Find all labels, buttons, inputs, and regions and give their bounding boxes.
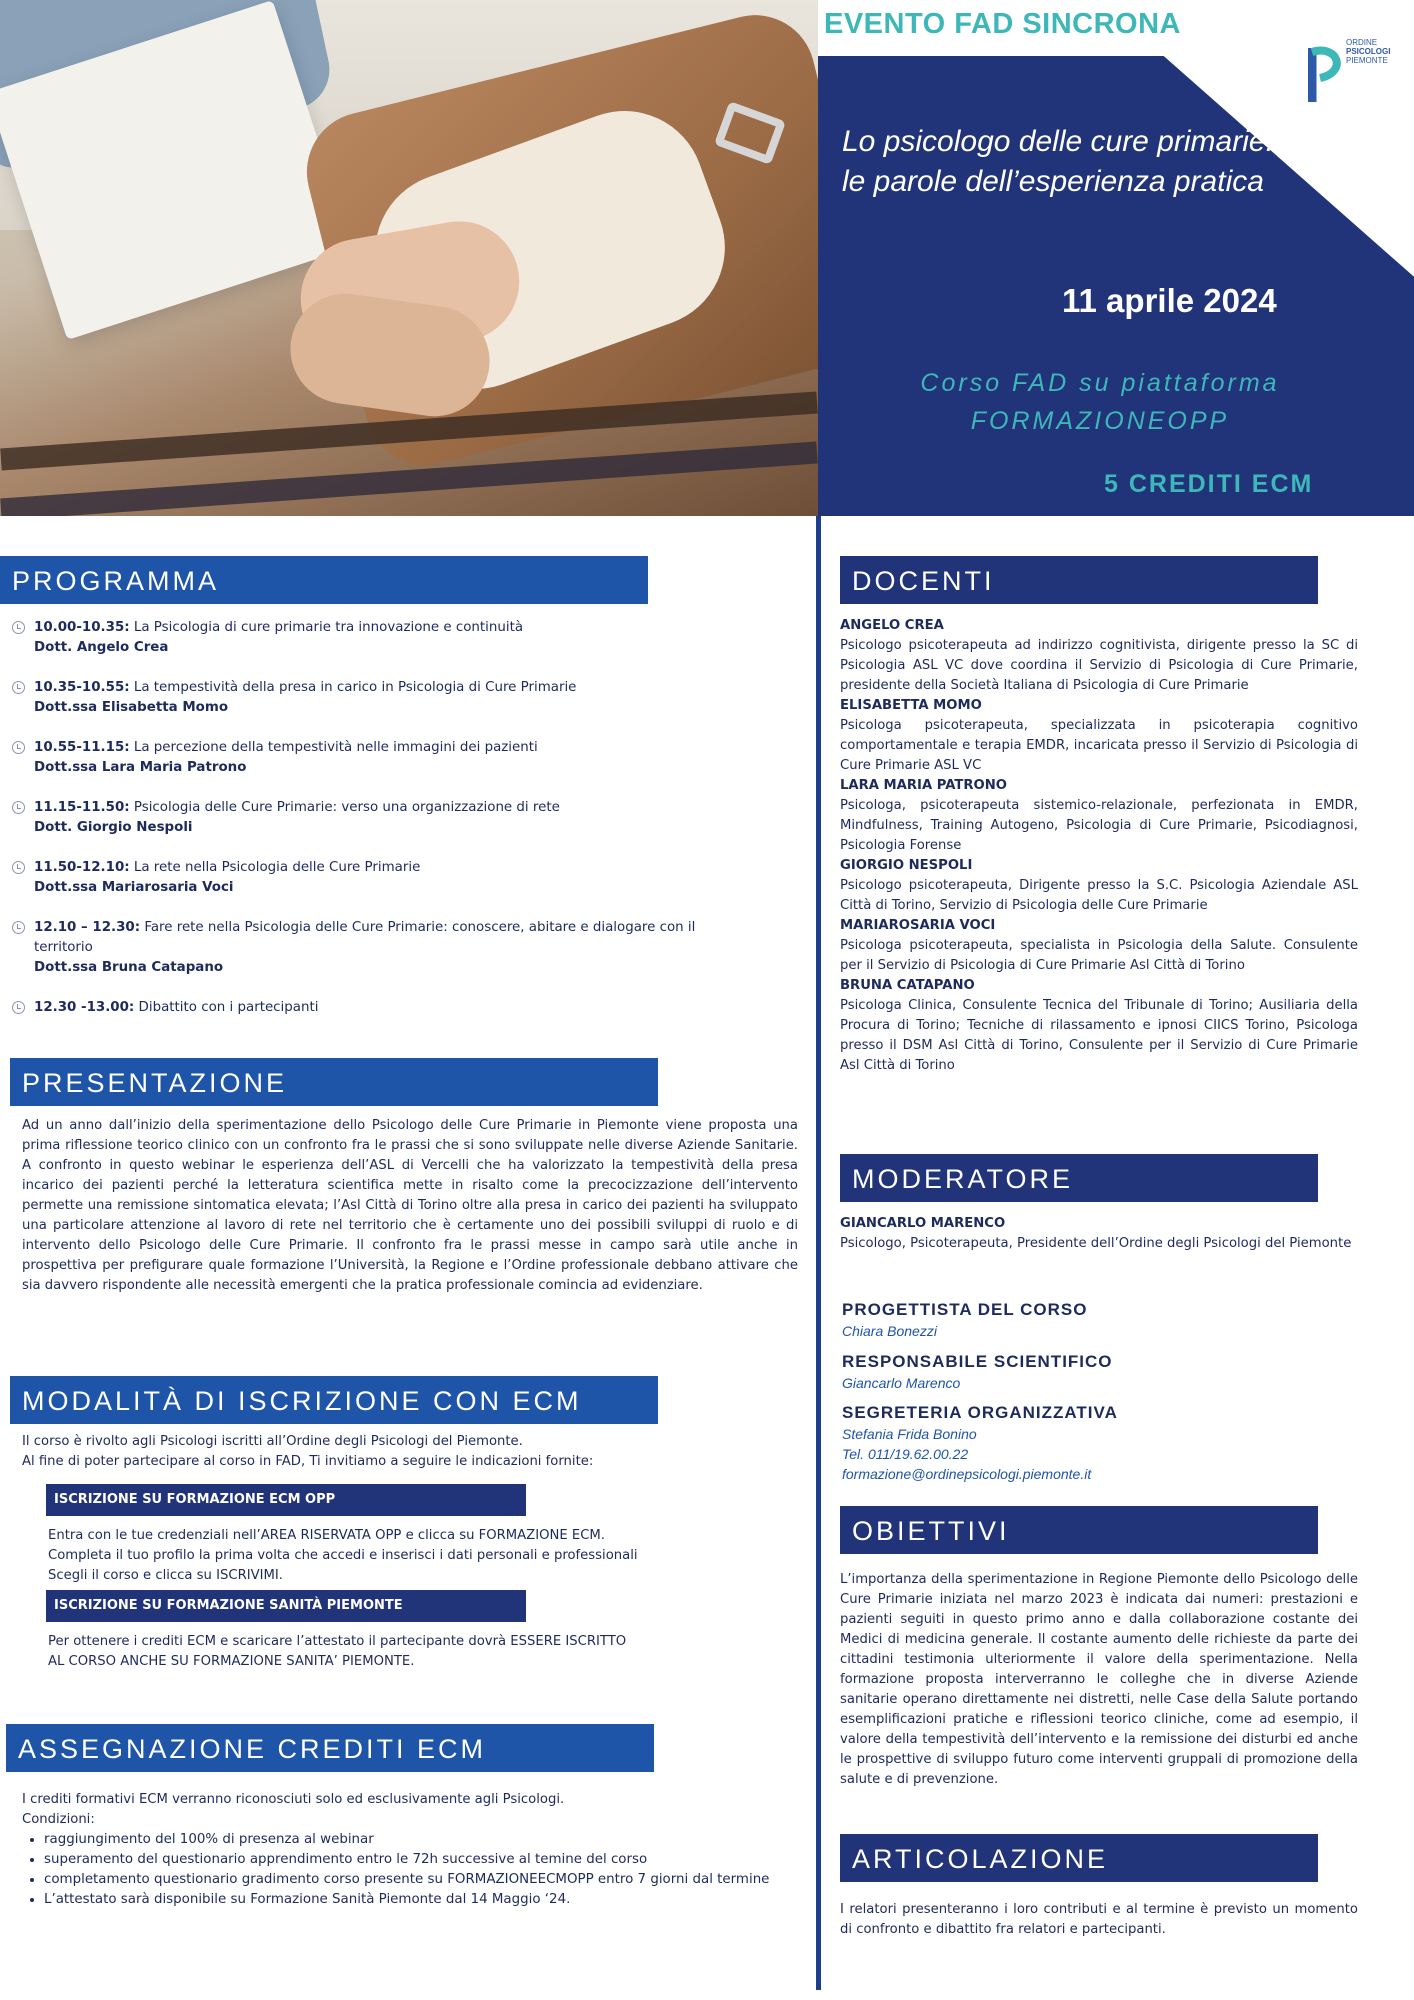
condition-item: • completamento questionario gradimento corso presente su FORMAZIONEECMOPP entro 7 giorni dal termine	[44, 1870, 798, 1890]
programma-item-text	[34, 678, 732, 718]
programma-speaker: Dott.ssa Mariarosaria Voci	[34, 880, 234, 895]
programma-topic: Fare rete nella Psicologia delle Cure Primarie: conoscere, abitare e dialogare con il territorio	[34, 920, 696, 955]
iscrizione-opp-heading: ISCRIZIONE SU FORMAZIONE ECM OPP	[46, 1484, 526, 1516]
header-photo	[0, 0, 818, 516]
modalita-intro-line: Il corso è rivolto agli Psicologi iscritti all’Ordine degli Psicologi del Piemonte.	[22, 1434, 523, 1449]
articolazione-text: I relatori presenteranno i loro contributi e al termine è previsto un momento di confronto e dibattito fra relatori e partecipanti.	[840, 1902, 1358, 1937]
programma-item	[12, 998, 732, 1018]
clock-icon	[12, 741, 25, 754]
modalita-intro-line: Al fine di poter partecipare al corso in FAD, Ti invitiamo a seguire le indicazioni fornite:	[22, 1454, 594, 1469]
logo-text	[1346, 38, 1404, 65]
moderatore-heading: MODERATORE	[840, 1154, 1318, 1202]
programma-item	[12, 798, 732, 838]
programma-item-text	[34, 998, 732, 1018]
programma-time: 11.15-11.50:	[34, 800, 130, 815]
programma-item	[12, 918, 732, 978]
docenti-heading: DOCENTI	[840, 556, 1318, 604]
programma-item	[12, 618, 732, 658]
docente-bio: Psicologa, psicoterapeuta sistemico-relazionale, perfezionata in EMDR, Mindfulness, Training Autogeno, Psicologia di Cure Primarie, Psicodiagnosi, Psicologia Forense	[840, 798, 1358, 853]
programma-time: 11.50-12.10:	[34, 860, 130, 875]
programma-topic: Dibattito con i partecipanti	[134, 1000, 319, 1015]
programma-item	[12, 858, 732, 898]
programma-item	[12, 678, 732, 718]
presentazione-text: Ad un anno dall’inizio della sperimentazione dello Psicologo delle Cure Primarie in Piemonte viene proposta una prima riflessione teorico clinico con un confronto fra le prassi che si sono sviluppate nelle diverse Aziende Sanitarie. A confronto in questo webinar le esperienza dell’ASL di Vercelli che ha valorizzato la tempestività della presa incarico dei pazienti perché la letteratura scientifica mette in risalto come la precocizzazione dell’intervento permette una remissione sintomatica elevata; l’Asl Città di Torino oltre alla presa in carico dei pazienti ha sviluppato una particolare attenzione al lavoro di rete nel territorio che è certamente uno dei possibili sviluppi di ruolo e di intervento dello Psicologo delle Cure Primarie. Il confronto fra le prassi messe in campo sarà utile anche in prospettiva per prefigurare quale formazione l’Università, la Regione e l’Ordine professionale debbano attivare che sia davvero rispondente alle necessità emergenti che la pratica professionale comincia ad evidenziare.	[22, 1118, 798, 1293]
assegnazione-intro-line: I crediti formativi ECM verranno riconosciuti solo ed esclusivamente agli Psicologi.	[22, 1792, 565, 1807]
obiettivi-heading: OBIETTIVI	[840, 1506, 1318, 1554]
programma-item-text	[34, 798, 732, 838]
condition-item: • L’attestato sarà disponibile su Formazione Sanità Piemonte dal 14 Maggio ‘24.	[44, 1890, 798, 1910]
logo-line: ORDINE	[1346, 38, 1378, 47]
iscrizione-opp-line: Scegli il corso e clicca su ISCRIVIMI.	[48, 1568, 283, 1583]
programma-speaker: Dott. Angelo Crea	[34, 640, 169, 655]
segreteria-email-link[interactable]: formazione@ordinepsicologi.piemonte.it	[842, 1466, 1092, 1482]
programma-item	[12, 738, 732, 778]
modalita-intro	[22, 1432, 798, 1472]
articolazione-heading: ARTICOLAZIONE	[840, 1834, 1318, 1882]
course-platform: Corso FAD su piattaforma FORMAZIONEOPP	[920, 369, 1280, 435]
progettista-value: Chiara Bonezzi	[842, 1323, 937, 1339]
programma-speaker: Dott. Giorgio Nespoli	[34, 820, 193, 835]
programma-speaker: Dott.ssa Lara Maria Patrono	[34, 760, 247, 775]
docente-bio: Psicologa Clinica, Consulente Tecnica del Tribunale di Torino; Ausiliaria della Procura di Torino; Tecniche di rilassamento e ipnosi CIICS Torino, Psicologa presso il DSM Asl Città di Torino, Consulente per il Servizio di Cure Primarie Asl Città di Torino	[840, 998, 1358, 1073]
programma-time: 12.10 – 12.30:	[34, 920, 141, 935]
programma-item-text	[34, 738, 732, 778]
progettista-label: PROGETTISTA DEL CORSO	[842, 1300, 1088, 1319]
logo-line: PIEMONTE	[1346, 56, 1388, 65]
course-credits: 5 CREDITI ECM	[1104, 470, 1314, 498]
course-date: 11 aprile 2024	[1062, 282, 1277, 319]
condition-item: • raggiungimento del 100% di presenza al webinar	[44, 1830, 798, 1850]
segreteria-tel: Tel. 011/19.62.00.22	[842, 1446, 969, 1462]
iscrizione-sanita-heading: ISCRIZIONE SU FORMAZIONE SANITÀ PIEMONTE	[46, 1590, 526, 1622]
course-title: Lo psicologo delle cure primarie: le parole dell’esperienza pratica	[842, 125, 1274, 198]
programma-topic: La tempestività della presa in carico in Psicologia di Cure Primarie	[129, 680, 577, 695]
programma-time: 10.00-10.35:	[34, 620, 130, 635]
clock-icon	[12, 801, 25, 814]
docente-bio: Psicologa psicoterapeuta, specializzata in psicoterapia cognitivo comportamentale e terapia EMDR, incaricata presso il Servizio di Psicologia di Cure Primarie ASL VC	[840, 718, 1358, 773]
iscrizione-opp-line: Completa il tuo profilo la prima volta che accedi e inserisci i dati personali e professionali	[48, 1548, 638, 1563]
assegnazione-intro	[22, 1790, 798, 1830]
programma-topic: Psicologia delle Cure Primarie: verso una organizzazione di rete	[129, 800, 560, 815]
segreteria-label: SEGRETERIA ORGANIZZATIVA	[842, 1403, 1118, 1422]
programma-time: 12.30 -13.00:	[34, 1000, 135, 1015]
docente-name: MARIAROSARIA VOCI	[840, 918, 996, 933]
programma-speaker: Dott.ssa Elisabetta Momo	[34, 700, 229, 715]
assegnazione-conditions	[22, 1830, 798, 1910]
ordine-psicologi-logo	[1308, 34, 1350, 104]
docente-bio: Psicologa psicoterapeuta, specialista in Psicologia della Salute. Consulente per il Servizio di Psicologia di Cure Primarie Asl Città di Torino	[840, 938, 1358, 973]
responsabile-value: Giancarlo Marenco	[842, 1375, 961, 1391]
programma-item-text	[34, 618, 732, 658]
docente-name: LARA MARIA PATRONO	[840, 778, 1007, 793]
clock-icon	[12, 921, 25, 934]
docente-name: ANGELO CREA	[840, 618, 944, 633]
moderatore-bio: Psicologo, Psicoterapeuta, Presidente dell’Ordine degli Psicologi del Piemonte	[840, 1236, 1352, 1251]
moderatore-block	[840, 1214, 1358, 1254]
obiettivi-text: L’importanza della sperimentazione in Regione Piemonte dello Psicologo delle Cure Primarie iniziata nel marzo 2023 è indicata dai numeri: prestazioni e pazienti seguiti in questo primo anno e dalla collaborazione costante dei Medici di medicina generale. Il costante aumento delle richieste da parte dei cittadini testimonia ulteriormente il valore della sperimentazione. Nella formazione proposta interverranno le colleghe che in diverse Aziende sanitarie operano direttamente nei distretti, nelle Case della Salute portando esemplificazioni pratiche e riflessioni teorico cliniche, come ad esempio, il valore della tempestività dell’intervento e la remissione dei disturbi ed anche le prospettive di sviluppo futuro come interventi gruppali di promozione della salute e di prevenzione.	[840, 1572, 1358, 1787]
segreteria-name: Stefania Frida Bonino	[842, 1426, 977, 1442]
iscrizione-sanita-text	[48, 1632, 808, 1672]
docente-name: ELISABETTA MOMO	[840, 698, 982, 713]
programma-item-text	[34, 858, 732, 898]
programma-speaker: Dott.ssa Bruna Catapano	[34, 960, 224, 975]
programma-time: 10.55-11.15:	[34, 740, 130, 755]
programma-time: 10.35-10.55:	[34, 680, 130, 695]
programma-heading: PROGRAMMA	[0, 556, 648, 604]
clock-icon	[12, 621, 25, 634]
modalita-heading: MODALITÀ DI ISCRIZIONE CON ECM	[10, 1376, 658, 1424]
column-divider	[816, 516, 821, 1990]
iscrizione-sanita-line: AL CORSO ANCHE SU FORMAZIONE SANITA’ PIEMONTE.	[48, 1654, 415, 1669]
event-tag: EVENTO FAD SINCRONA	[824, 8, 1182, 40]
programma-item-text	[34, 918, 732, 978]
assegnazione-heading: ASSEGNAZIONE CREDITI ECM	[6, 1724, 654, 1772]
programma-topic: La Psicologia di cure primarie tra innovazione e continuità	[129, 620, 524, 635]
iscrizione-opp-text	[48, 1526, 808, 1586]
logo-line: PSICOLOGI	[1346, 47, 1391, 56]
presentazione-heading: PRESENTAZIONE	[10, 1058, 658, 1106]
docenti-list	[840, 616, 1358, 1076]
docente-bio: Psicologo psicoterapeuta, Dirigente presso la S.C. Psicologia Aziendale ASL Città di Torino, Servizio di Psicologia delle Cure Primarie	[840, 878, 1358, 913]
responsabile-label: RESPONSABILE SCIENTIFICO	[842, 1352, 1113, 1371]
docente-bio: Psicologo psicoterapeuta ad indirizzo cognitivista, dirigente presso la SC di Psicologia ASL VC dove coordina il Servizio di Psicologia di Cure Primarie, presidente della Società Italiana di Psicologia di Cure Primarie	[840, 638, 1358, 693]
clock-icon	[12, 861, 25, 874]
assegnazione-intro-line: Condizioni:	[22, 1812, 95, 1827]
clock-icon	[12, 681, 25, 694]
iscrizione-opp-line: Entra con le tue credenziali nell’AREA RISERVATA OPP e clicca su FORMAZIONE ECM.	[48, 1528, 605, 1543]
programma-topic: La rete nella Psicologia delle Cure Primarie	[129, 860, 421, 875]
programma-topic: La percezione della tempestività nelle immagini dei pazienti	[129, 740, 538, 755]
docente-name: BRUNA CATAPANO	[840, 978, 975, 993]
clock-icon	[12, 1001, 25, 1014]
moderatore-name: GIANCARLO MARENCO	[840, 1216, 1006, 1231]
condition-item: • superamento del questionario apprendimento entro le 72h successive al temine del corso	[44, 1850, 798, 1870]
iscrizione-sanita-line: Per ottenere i crediti ECM e scaricare l’attestato il partecipante dovrà ESSERE ISCRITTO	[48, 1634, 627, 1649]
docente-name: GIORGIO NESPOLI	[840, 858, 973, 873]
